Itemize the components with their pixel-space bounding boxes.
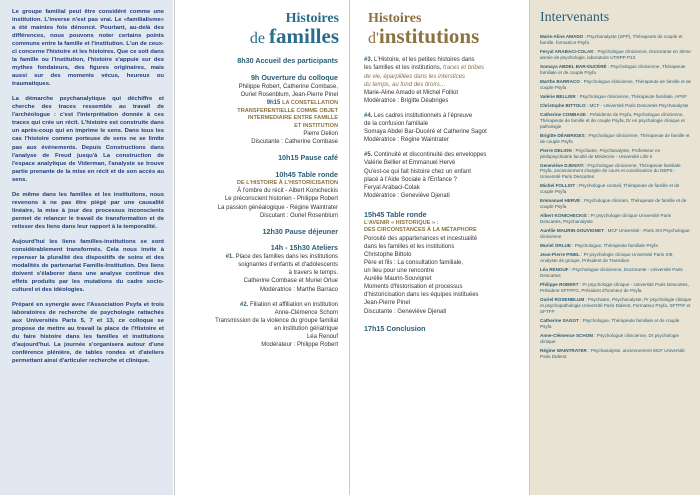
session-subtitle: L'AVENIR « HISTORIQUE » : (364, 219, 439, 226)
speaker-entry (540, 333, 692, 345)
speaker-entry (540, 213, 692, 225)
speaker-name: Pierre Delion (303, 131, 338, 138)
speaker-entry (540, 282, 692, 294)
speaker-entry-name: Régine WAINTRATER (540, 347, 587, 353)
speaker-names: Philippe Robert, Catherine Combase, (238, 83, 338, 90)
talk-line: Le préconscient historien - Philippe Robert (224, 196, 338, 203)
afternoon-schedule (350, 56, 528, 333)
session-subtitle: ET INSTITUTION (294, 122, 338, 129)
speaker-entry-name: Aurélie MAURIN-SOUVIGNET (540, 228, 604, 234)
speaker-names: Marie-Aline Amado et Michel Folliot (364, 89, 459, 96)
title-de: de (249, 29, 270, 47)
speaker-entry-name: Muriel ORLUE (540, 243, 571, 249)
workshop-title: Continuité et discontinuité des enveloppes (374, 152, 487, 159)
workshop-title: Filiation et affiliation en institution (250, 301, 338, 308)
speaker-entry-name: Emmanuel HERVÉ (540, 198, 581, 204)
institutions-column (350, 0, 528, 495)
speaker-entry-desc: : Psychologue clinicienne, Doctorante en 3ème année de psychologie, laboratoire UTRPP P13 (540, 48, 691, 60)
title-de: d' (368, 29, 379, 47)
workshop-title: Les cadres institutionnels à l'épreuve (374, 112, 473, 119)
talk-line: La passion généalogique - Régine Waintrater (217, 204, 338, 211)
speaker-entry (540, 252, 692, 264)
intro-column (0, 0, 173, 495)
speaker-entry-name: Albert KONICHECKIS (540, 213, 587, 219)
moderator: Modératrice : Régine Waintrater (364, 137, 449, 144)
workshop-number: #2. (240, 301, 249, 308)
speaker-entry (540, 94, 692, 100)
speaker-entry (540, 198, 692, 210)
intro-paragraph: Le groupe familial peut être considéré comme une institution. L'inverse n'est pas vrai. Le «familialisme» a été maintes fois dénoncé. Pourtant, au-delà des différences, nous pouvons noter certains points communs entre la famille et l'institution. L'un de ceux-ci concerne l'histoire et les histoires. Que ce soit dans la famille ou l'institution, l'histoire s'appuie sur des mythes fondateurs, des figures originaires, mais aussi sur des moments vécus, heureux ou traumatiques. (12, 9, 164, 88)
speaker-entry-desc: : Pr psychologie clinique Université Paris Descartes, Psychanalyste (540, 213, 671, 225)
speaker-entry-desc: : Pr psychologie clinique - Université Paris Descartes, Président SFTPFG, Président d'honneur de Psyfa (540, 282, 689, 293)
workshop-title: Transmission de la violence du groupe familial (215, 317, 338, 324)
schedule-heading: 12h30 Pause déjeuner (262, 226, 338, 236)
speakers-column (530, 0, 700, 495)
moderator: Modératrice : Marthe Barraco (259, 286, 338, 293)
speaker-entry-name: Marie-Aline AMADO (540, 34, 584, 39)
talk-line: Père et fils : La consultation familiale, (364, 259, 464, 266)
speaker-entry (540, 79, 692, 91)
speaker-entry-desc: : Psychologue clinicienne, Thérapeute familiale, APSF (575, 93, 687, 99)
workshop-number: #1. (225, 254, 234, 261)
speaker-entry (540, 133, 692, 145)
session-subtitle: DE L'HISTOIRE À L'HISTORICISATION (236, 179, 338, 186)
session-subtitle: DES CIRCONSTANCES À LA MÉTAPHORE (364, 227, 477, 234)
schedule-heading: 10h45 Table ronde (275, 170, 338, 180)
speaker-entry-name: Léa RENOUF (540, 267, 569, 273)
workshop-title: L'Histoire, et les petites histoires dans (374, 57, 475, 64)
speaker-entry-desc: : Psychologue conseil, Thérapeute de famille et de couple Psyfa (540, 183, 680, 195)
speaker-name: Léa Renouf (306, 334, 338, 341)
speaker-entry-name: Marthe BARRACO (540, 78, 580, 84)
speaker-entry-name: Brigitte DÉABRIGES (540, 132, 585, 138)
speaker-list (540, 34, 692, 359)
title-line-2: familles (269, 23, 339, 48)
speaker-names: Ouriel Rosenblum, Jean-Pierre Pinel (240, 91, 338, 98)
speaker-entry (540, 64, 692, 76)
familles-title (175, 0, 349, 46)
speaker-entry-desc: : Psychologue clinicienne, Doctorante - Université Paris Descartes (540, 267, 683, 278)
speaker-entry-desc: : Psychologue clinicienne, Thérapeute familiale Psyfa, anciennement chargée de cours et coordinatrice du DEPS - Université Paris Descartes (540, 162, 681, 180)
moderator: Modératrice : Brigitte Déabriges (364, 97, 449, 104)
talk-line: un lieu pour une rencontre (364, 268, 435, 275)
workshop-title-italic: de vie, éparpillées dans les interstices (364, 73, 466, 80)
speaker-name: Feryal Arabaci-Colak (364, 184, 420, 191)
moderator: Modérateur : Philippe Robert (261, 342, 338, 349)
intro-paragraph: De même dans les familles et les institutions, nous revenons à ne pas être piégé par une causalité linéaire, la mise à jour des processus inconscients permet de relancer le travail de transformation et de retisser des liens dans leur rapport à la temporalité. (12, 191, 164, 230)
speaker-entry (540, 318, 692, 330)
speaker-name: Jean-Pierre Pinel (364, 300, 411, 307)
intro-paragraph: Préparé en synergie avec l'Association Psyfa et trois laboratoires de recherche de psychologie rattachés aux Universités Paris 5, 7 et 13, ce colloque se propose de mettre au travail la place de l'Histoire et du faire histoire dans les familles et institutions d'aujourd'hui. La journée s'organisera autour d'une conférence plénière, de tables rondes et d'ateliers permettant ainsi d'articuler recherche et clinique. (12, 302, 164, 365)
moderator: Modératrice : Geneviève Djenati (364, 192, 450, 199)
workshop-number: #3. (364, 57, 373, 64)
speaker-entry-desc: : Psychologue clinicienne, Thérapeute de famille et de couple Psyfa (540, 78, 692, 90)
session-subtitle: LA CONSTELLATION (282, 100, 338, 107)
speaker-entry-name: Christophe BITTOLO (540, 102, 586, 108)
speaker-entry-name: Catherine SAGOT (540, 317, 579, 323)
workshop-title: les familles et les institutions, (364, 65, 442, 72)
speaker-entry (540, 49, 692, 61)
speaker-entry-name: Valérie BELLIER (540, 93, 576, 99)
speaker-entry-name: Michel FOLLIOT (540, 183, 576, 189)
workshop-title: en institution gériatrique (274, 325, 338, 332)
speaker-entry-name: Ouriel ROSENBLUM (540, 297, 585, 302)
workshop-title: Place des familles dans les institutions (235, 254, 338, 261)
schedule-heading: 14h - 15h30 Ateliers (270, 243, 338, 253)
speaker-entry (540, 34, 692, 46)
speaker-entry-name: Feryal ARABACI-COLAK (540, 48, 594, 54)
speaker-entry (540, 103, 692, 109)
session-time: 9h15 (266, 100, 281, 107)
speaker-entry-desc: : Psychiatre, Psychanalyste, Pr psychologie clinique et psychopathologie Université Paris Diderot, Formateur Psyfa, SFTPIF et SFTFP (540, 297, 692, 314)
speaker-entry (540, 148, 692, 160)
speaker-entry-desc: : Psychologue, Thérapeute familiale Psyfa (570, 243, 658, 249)
speaker-entry-name: Pierre DELION (540, 147, 572, 153)
discussant: Discutant : Ouriel Rosenblum (259, 212, 338, 219)
talk-line: dans les familles et les institutions (364, 243, 455, 250)
speaker-entry-desc: : Psychologue, Thérapeute familiale et de couple Psyfa (540, 317, 680, 329)
workshop-title: placé à l'Aide Sociale à l'Enfance ? (364, 176, 458, 183)
talk-line: d'historicisation dans les équipes instituées (364, 292, 479, 299)
speaker-names: Valérie Bellier et Emmanuel Hervé (364, 160, 456, 167)
speaker-entry (540, 267, 692, 279)
speaker-name: Aurélie Maurin-Souvignet (364, 276, 432, 283)
talk-line: Porosité des appartenances et incestualité (364, 235, 478, 242)
title-line-1: Histoires (285, 11, 339, 26)
morning-schedule (175, 56, 349, 349)
speaker-entry (540, 297, 692, 315)
speaker-entry (540, 228, 692, 240)
session-subtitle: TRANSFERENTIELLE COMME OBJET (237, 107, 338, 114)
speaker-names: Catherine Combase et Muriel Orlue (243, 278, 338, 285)
schedule-heading: 9h Ouverture du colloque (250, 73, 338, 83)
workshop-title-italic: traces et bribes (443, 65, 485, 72)
speaker-entry-name: Anne-Clémence SCHOM (540, 332, 594, 338)
speaker-entry (540, 348, 692, 360)
speaker-entry (540, 112, 692, 130)
speaker-entry-desc: : Psychologue clinicien, Thérapeute de famille et de couple Psyfa (540, 198, 687, 210)
speaker-entry-name: Jean-Pierre PINEL (540, 252, 580, 258)
schedule-heading: 8h30 Accueil des participants (237, 56, 338, 66)
schedule-heading: 17h15 Conclusion (364, 323, 426, 333)
speaker-entry-desc: : MCF - Université Paris Descartes Psychanalyste (585, 102, 689, 108)
schedule-heading: 10h15 Pause café (278, 153, 338, 163)
talk-line: Moments d'historisation et processus (364, 284, 463, 291)
speaker-entry-desc: : MCF Université - Paris XIII Psychologue clinicienne (540, 228, 690, 240)
speaker-entry-desc: : Pr psychologie clinique Université Paris XIII, Analyste de groupe, Président de Transition (540, 252, 674, 264)
speaker-entry-desc: : Psychiatre, Psychanalyste, Professeur en pédopsychiatrie faculté de Médecine - Université Lille II (540, 147, 661, 159)
workshop-title-italic: du temps, au fond des tiroirs… (364, 81, 446, 88)
workshop-title: à travers le temps. (288, 270, 338, 277)
title-line-2: institutions (378, 23, 480, 48)
speaker-entry-name: Geneviève DJENATI (540, 162, 584, 168)
speaker-entry-desc: : Psychologue clinicienne, Thérapeute de famille et de couple Psyfa (540, 132, 690, 144)
speaker-entry-desc: : Psychologue clinicienne, Thérapeute familiale et de couple Psyfa (540, 63, 686, 75)
speaker-entry-name: Somaya ABDEL BAR-DUCÉRÉ (540, 63, 607, 69)
discussant: Discutante : Catherine Combase (251, 139, 338, 146)
speaker-entry-name: Catherine COMBASE (540, 111, 586, 117)
intro-paragraph: Aujourd'hui les liens familles-institutions se sont considérablement transformés. Cela nous invite à repenser la pluralité des dispositifs de soins et des modalités de partenariat Famille-Institution. Des liens doivent s'élaborer dans une analyse continue des effets produits par les mutations du cadre socio-culturel et des idéologies. (12, 238, 164, 293)
speaker-entry-desc: : Psychologue clinicienne, Dr psychologie clinique (540, 332, 679, 344)
familles-column (175, 0, 349, 495)
discussant: Discutante : Geneviève Djenati (364, 308, 447, 315)
intro-paragraph: La démarche psychanalytique qui déchiffre et cherche des traces ressemble au travail de l'archéologue : c'est l'interprétation donnée à ces traces qui crée un récit. L'histoire est construite dans un après-coup qui en imprime le sens. Dans tous les cas l'histoire comme porteuse de sens ne se limite pas aux événements. Depuis Constructions dans l'analyse de Freud jusqu'à La construction de l'espace analytique de Viderman, l'analyste se trouve partie prenante de la mise en récit et de son accès au sens. (12, 96, 164, 183)
speaker-entry-desc: : Psychanalyste (SPP), Thérapeute de couple et famille, formatrice Psyfa (540, 34, 683, 45)
speaker-entry-desc: : Psychanalyste, anciennement MCF Université Paris Diderot (540, 347, 685, 359)
speaker-entry (540, 183, 692, 195)
speaker-entry-desc: : Présidente de Psyfa, Psychologue clinicienne, Thérapeute de famille et de couple Psyfa, Dr en psychologie clinique et pathologie (540, 111, 685, 129)
institutions-title (350, 0, 528, 46)
title-line-1: Histoires (368, 11, 422, 26)
speaker-name: Christophe Bittolo (364, 251, 412, 258)
workshop-number: #5. (364, 152, 373, 159)
speaker-entry (540, 243, 692, 249)
workshop-title: Qu'est-ce qui fait histoire chez un enfant (364, 168, 471, 175)
talk-line: À l'ombre du récit - Albert Konicheckis (237, 188, 338, 195)
workshop-title: soignantes d'enfants et d'adolescents (238, 262, 338, 269)
speaker-entry (540, 163, 692, 181)
session-subtitle: INTERMEDIAIRE ENTRE FAMILLE (247, 115, 338, 122)
workshop-number: #4. (364, 112, 373, 119)
workshop-title: de la confusion familiale (364, 121, 429, 128)
speaker-entry-name: Philippe ROBERT (540, 282, 579, 288)
speaker-names: Somaya Abdel Bar-Ducéré et Catherine Sagot (364, 129, 487, 136)
speakers-heading: Intervenants (540, 10, 610, 25)
speaker-name: Anne-Clémence Schom (274, 309, 338, 316)
schedule-heading: 15h45 Table ronde (364, 209, 427, 219)
